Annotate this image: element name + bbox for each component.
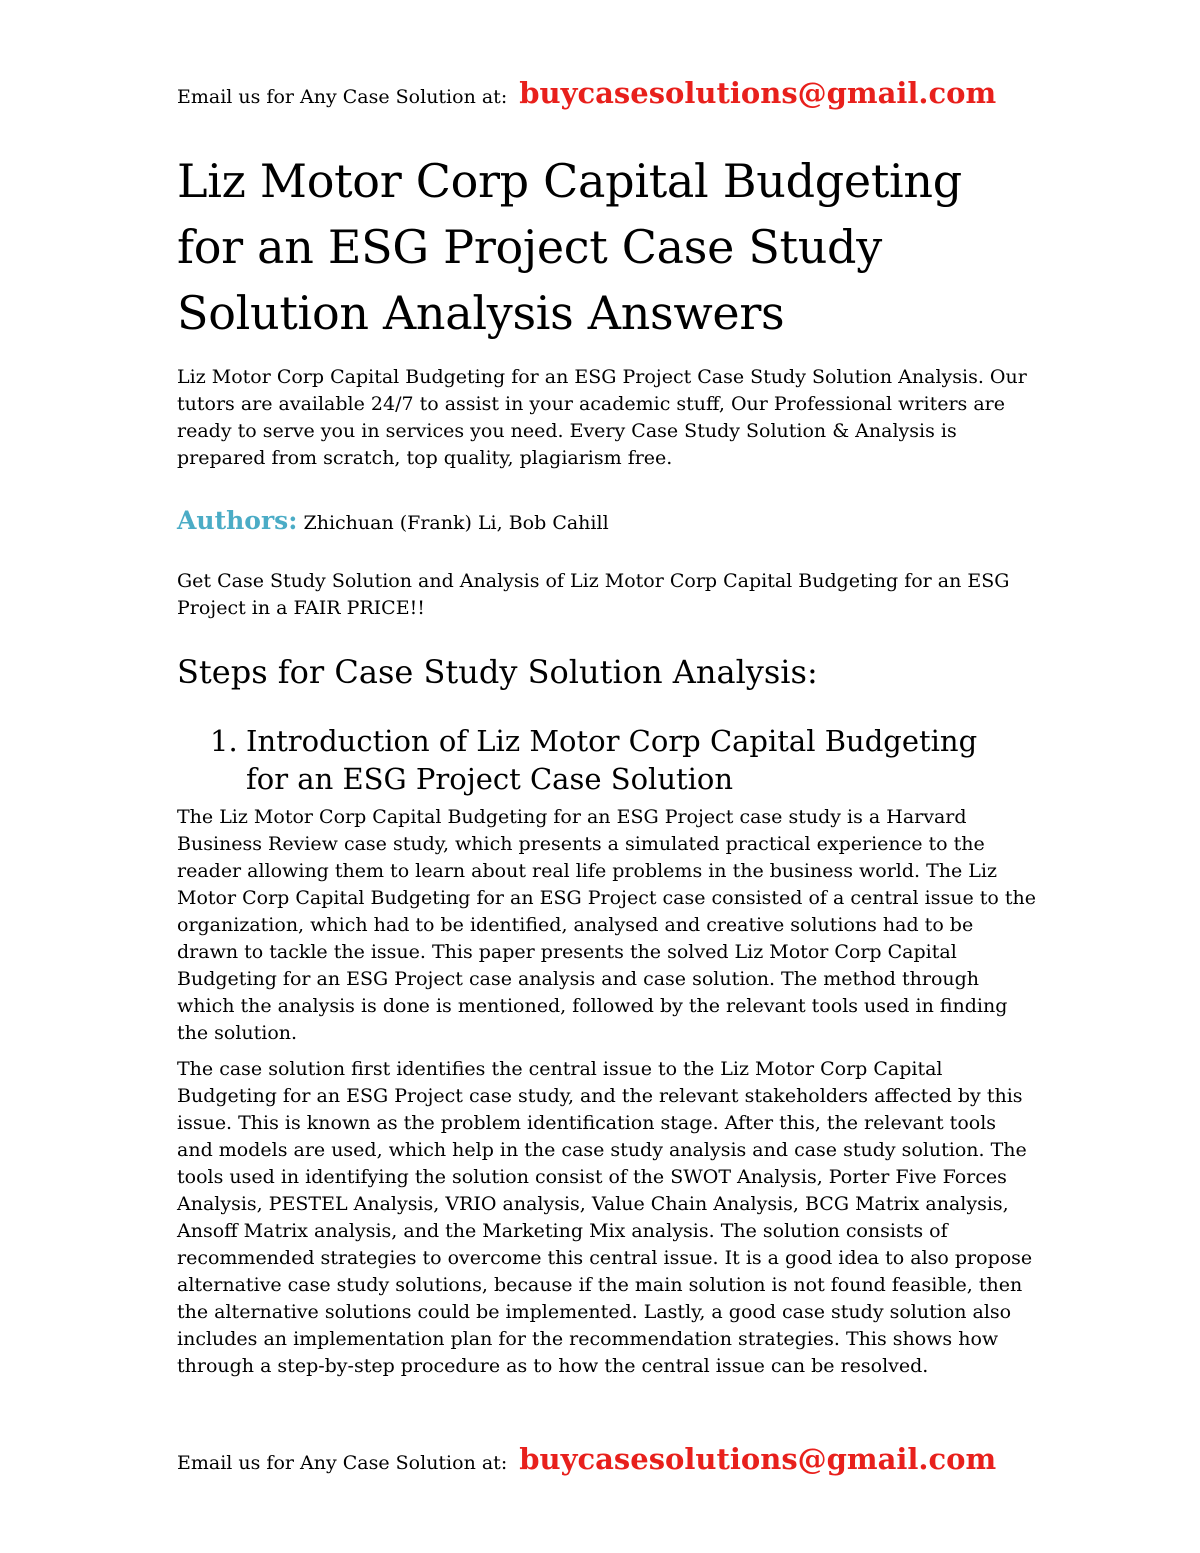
authors-names: Zhichuan (Frank) Li, Bob Cahill bbox=[303, 512, 609, 534]
section-1-paragraph-1: The Liz Motor Corp Capital Budgeting for an ESG Project case study is a Harvard Business Review case study, which presents a simulated practical experience to the reader allowing them to learn about real life problems in the business world. The Liz Motor Corp Capital Budgeting for an ESG Project case consisted of a central issue to the organization, which had to be identified, analysed and creative solutions had to be drawn to tackle the issue. This paper presents the solved Liz Motor Corp Capital Budgeting for an ESG Project case analysis and case solution. The method through which the analysis is done is mentioned, followed by the relevant tools used in finding the solution. bbox=[177, 806, 1036, 1044]
section-1-number: 1. bbox=[210, 724, 238, 758]
header-email-line bbox=[177, 76, 996, 110]
section-1-heading-text: Introduction of Liz Motor Corp Capital Budgeting for an ESG Project Case Solution bbox=[246, 724, 978, 796]
section-1-paragraph-2: The case solution first identifies the central issue to the Liz Motor Corp Capital Budgeting for an ESG Project case study, and the relevant stakeholders affected by this issue. This is known as the problem identification stage. After this, the relevant tools and models are used, which help in the case study analysis and case study solution. The tools used in identifying the solution consist of the SWOT Analysis, Porter Five Forces Analysis, PESTEL Analysis, VRIO analysis, Value Chain Analysis, BCG Matrix analysis, Ansoff Matrix analysis, and the Marketing Mix analysis. The solution consists of recommended strategies to overcome this central issue. It is a good idea to also propose alternative case study solutions, because if the main solution is not found feasible, then the alternative solutions could be implemented. Lastly, a good case study solution also includes an implementation plan for the recommendation strategies. This shows how through a step-by-step procedure as to how the central issue can be resolved. bbox=[177, 1058, 1033, 1377]
header-email-address[interactable]: buycasesolutions@gmail.com bbox=[519, 76, 997, 110]
footer-email-line bbox=[177, 1442, 996, 1476]
footer-email-prefix: Email us for Any Case Solution at: bbox=[177, 1452, 508, 1474]
header-email-prefix: Email us for Any Case Solution at: bbox=[177, 86, 508, 108]
document-title: Liz Motor Corp Capital Budgeting for an ESG Project Case Study Solution Analysis Answers bbox=[177, 154, 962, 340]
intro-paragraph: Liz Motor Corp Capital Budgeting for an ESG Project Case Study Solution Analysis. Our tutors are available 24/7 to assist in your academic stuff, Our Professional writers are ready to serve you in services you need. Every Case Study Solution & Analysis is prepared from scratch, top quality, plagiarism free. bbox=[177, 366, 1027, 469]
footer-email-address[interactable]: buycasesolutions@gmail.com bbox=[519, 1442, 997, 1476]
authors-label: Authors: bbox=[177, 506, 298, 535]
fair-price-paragraph: Get Case Study Solution and Analysis of Liz Motor Corp Capital Budgeting for an ESG Project in a FAIR PRICE!! bbox=[177, 570, 1010, 619]
section-1-heading bbox=[210, 722, 1010, 798]
steps-heading: Steps for Case Study Solution Analysis: bbox=[177, 653, 818, 691]
authors-line bbox=[177, 505, 1037, 539]
